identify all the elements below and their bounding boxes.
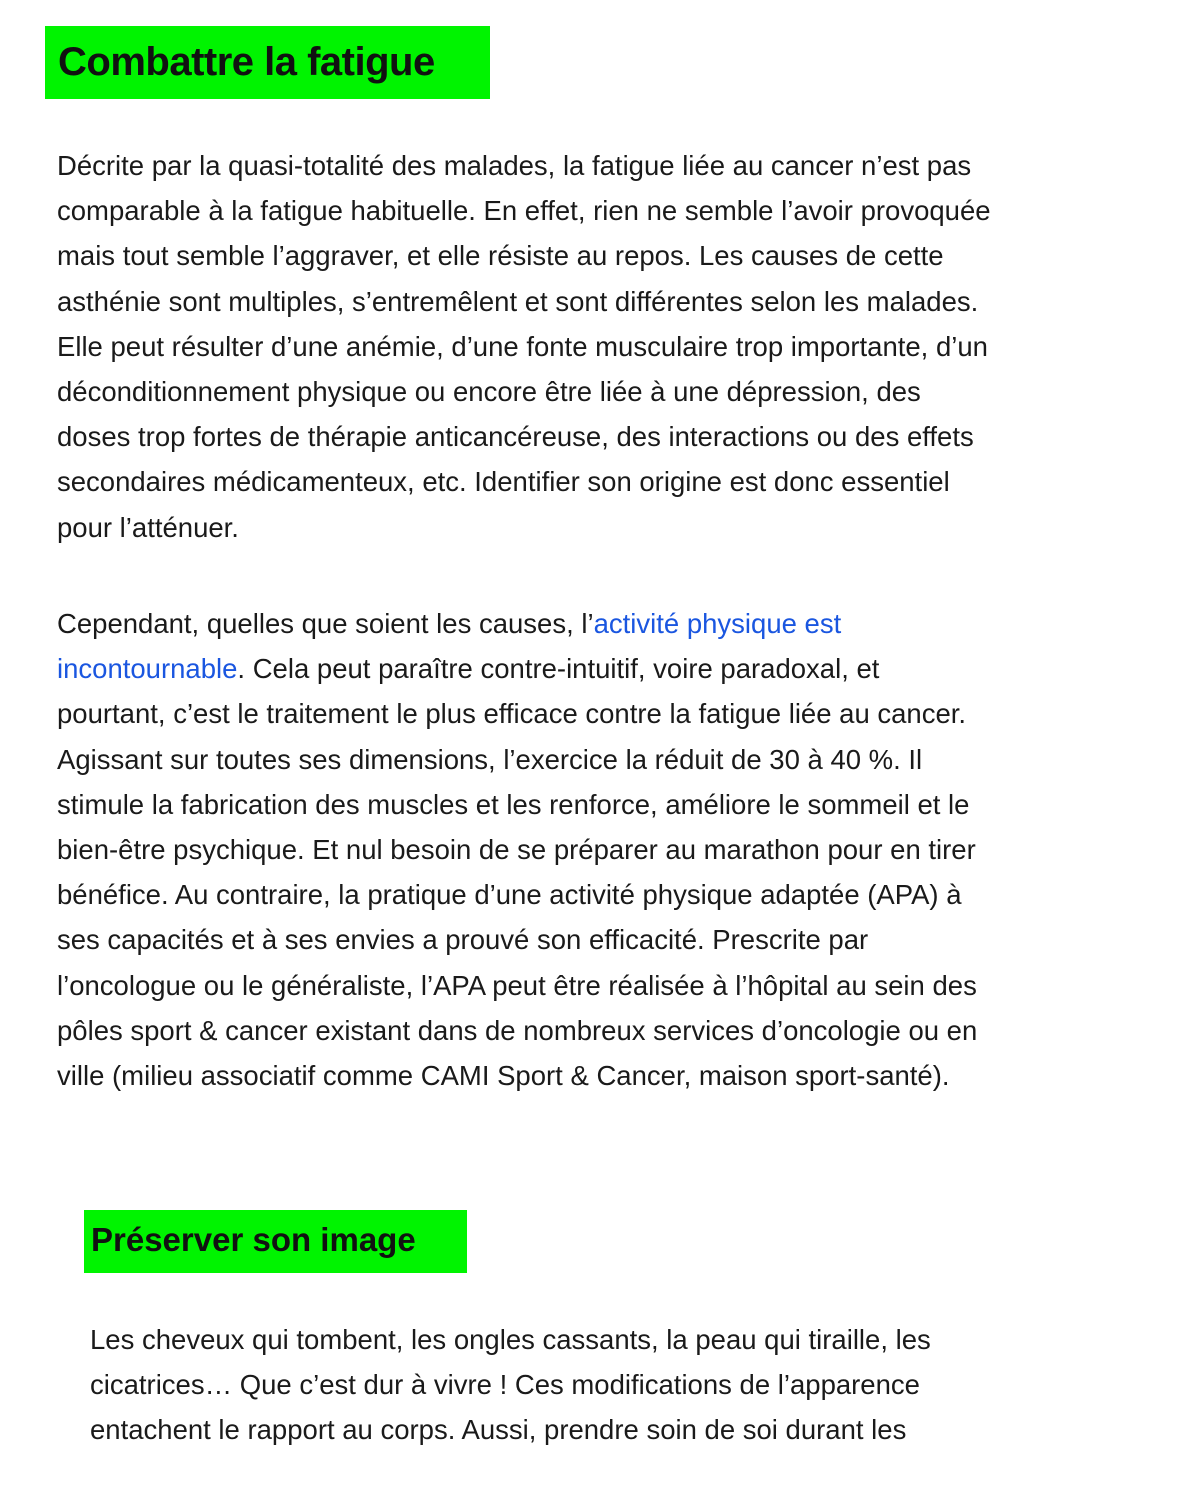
- text-segment: . Cela peut paraître contre-intuitif, voire paradoxal, et: [237, 653, 880, 685]
- text-line: ville (milieu associatif comme CAMI Sport & Cancer, maison sport-santé).: [57, 1060, 950, 1092]
- paragraph-appearance: [90, 1317, 931, 1453]
- text-line: asthénie sont multiples, s’entremêlent et sont différentes selon les malades.: [57, 285, 979, 317]
- text-line: secondaires médicamenteux, etc. Identifier son origine est donc essentiel: [57, 466, 950, 498]
- text-line: mais tout semble l’aggraver, et elle résiste au repos. Les causes de cette: [57, 240, 944, 272]
- link-physical-activity[interactable]: activité physique est: [593, 608, 842, 639]
- paragraph-fatigue-causes: [57, 143, 991, 550]
- section-heading-fatigue: Combattre la fatigue: [45, 26, 490, 99]
- text-line: entachent le rapport au corps. Aussi, prendre soin de soi durant les: [90, 1414, 907, 1446]
- text-line: Décrite par la quasi-totalité des malades, la fatigue liée au cancer n’est pas: [57, 150, 972, 181]
- text-line: ses capacités et à ses envies a prouvé son efficacité. Prescrite par: [57, 924, 869, 956]
- text-line: bien-être psychique. Et nul besoin de se préparer au marathon pour en tirer: [57, 834, 976, 866]
- text-line: cicatrices… Que c’est dur à vivre ! Ces modifications de l’apparence: [90, 1369, 920, 1401]
- text-line: déconditionnement physique ou encore être liée à une dépression, des: [57, 376, 921, 408]
- text-line: Elle peut résulter d’une anémie, d’une fonte musculaire trop importante, d’un: [57, 330, 988, 362]
- text-line: pour l’atténuer.: [57, 511, 239, 543]
- text-line: l’oncologue ou le généraliste, l’APA peut être réalisée à l’hôpital au sein des: [57, 969, 977, 1001]
- text-line: pôles sport & cancer existant dans de nombreux services d’oncologie ou en: [57, 1014, 978, 1046]
- link-physical-activity-cont[interactable]: incontournable: [57, 653, 238, 685]
- text-line: comparable à la fatigue habituelle. En effet, rien ne semble l’avoir provoquée: [57, 195, 991, 227]
- text-line: Les cheveux qui tombent, les ongles cassants, la peau qui tiraille, les: [90, 1324, 931, 1355]
- paragraph-physical-activity: [57, 601, 977, 1098]
- text-segment: Cependant, quelles que soient les causes, l’: [57, 608, 594, 639]
- text-line: pourtant, c’est le traitement le plus efficace contre la fatigue liée au cancer.: [57, 698, 967, 730]
- text-line: bénéfice. Au contraire, la pratique d’une activité physique adaptée (APA) à: [57, 879, 962, 911]
- text-line: Agissant sur toutes ses dimensions, l’exercice la réduit de 30 à 40 %. Il: [57, 743, 923, 775]
- text-line: doses trop fortes de thérapie anticancéreuse, des interactions ou des effets: [57, 421, 974, 453]
- text-line: [57, 601, 977, 646]
- text-line: stimule la fabrication des muscles et les renforce, améliore le sommeil et le: [57, 788, 970, 820]
- text-line: [57, 646, 977, 691]
- section-heading-image: Préserver son image: [84, 1210, 467, 1273]
